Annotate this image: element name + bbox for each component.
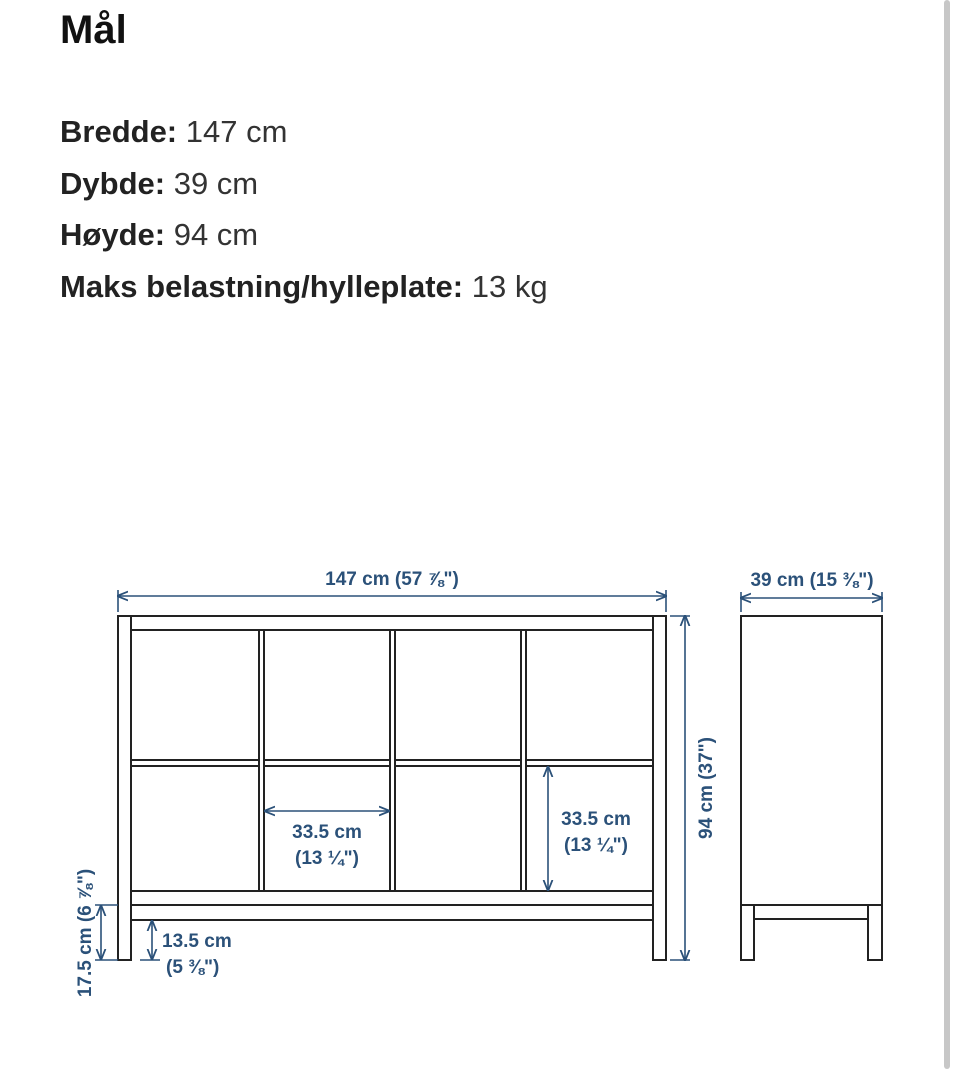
clearance-cm: 13.5 cm — [162, 931, 232, 952]
cell-height-cm: 33.5 cm — [561, 809, 631, 830]
spec-width: Bredde: 147 cm — [60, 114, 288, 149]
spec-depth: Dybde: 39 cm — [60, 165, 259, 201]
width-label: 147 cm (57 ⅞") — [325, 569, 459, 590]
page-title: Mål — [60, 8, 127, 52]
cell-width-cm: 33.5 cm — [292, 822, 362, 843]
cell-height-in: (13 ¼") — [564, 835, 628, 856]
clearance-in: (5 ⅜") — [166, 957, 220, 978]
depth-label: 39 cm (15 ⅜") — [750, 570, 874, 591]
cell-width-in: (13 ¼") — [295, 848, 359, 869]
height-label: 94 cm (37") — [696, 737, 717, 839]
spec-max-load: Maks belastning/hylleplate: 13 kg — [60, 268, 548, 304]
scrollbar[interactable] — [944, 0, 950, 1069]
leg-height-label: 17.5 cm (6 ⅞") — [75, 868, 96, 998]
spec-height: Høyde: 94 cm — [60, 217, 259, 252]
side-view — [741, 616, 882, 960]
front-view — [118, 616, 666, 960]
